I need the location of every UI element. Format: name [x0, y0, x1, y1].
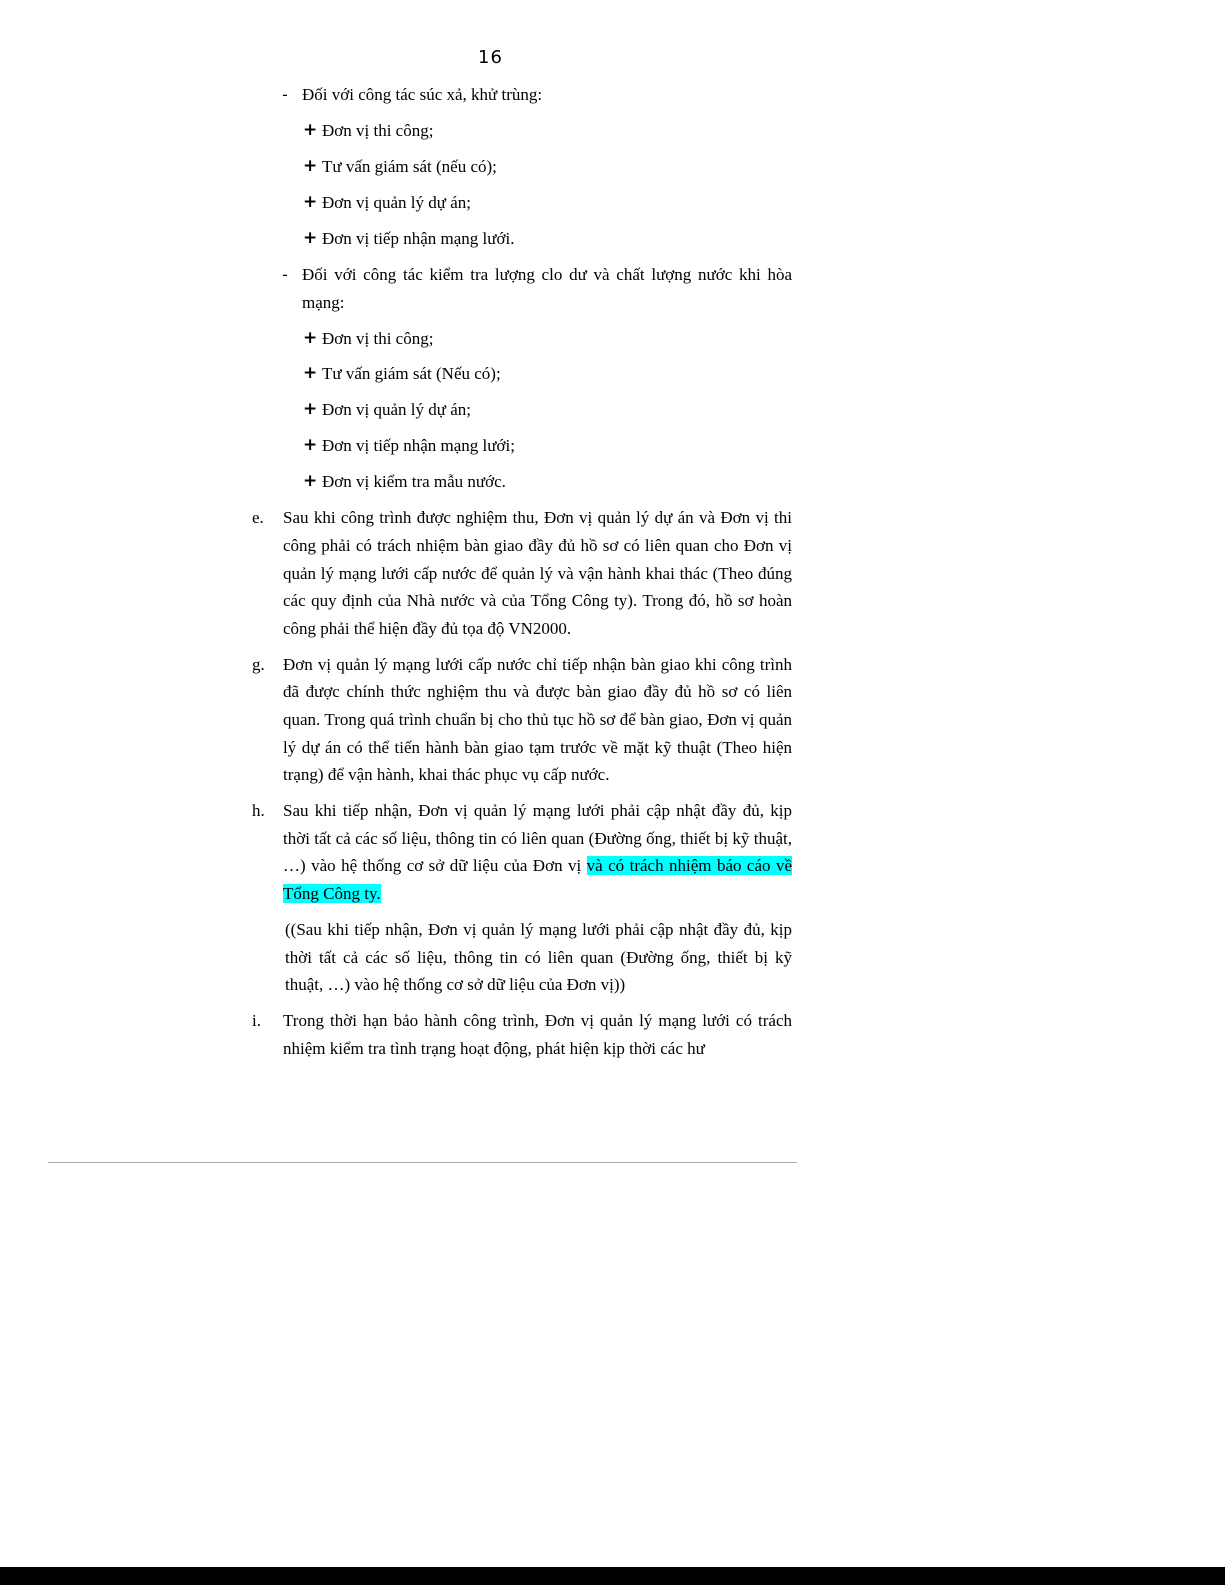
plus-bullet: +: [303, 155, 318, 176]
paragraph-text: Sau khi công trình được nghiệm thu, Đơn vị quản lý dự án và Đơn vị thi công phải có trách nhiệm bàn giao đầy đủ hồ sơ có liên quan cho Đơn vị quản lý mạng lưới cấp nước để quản lý và vận hành khai thác (Theo đúng các quy định của Nhà nước và của Tổng Công ty). Trong đó, hồ sơ hoàn công phải thể hiện đầy đủ tọa độ VN2000.: [283, 508, 792, 638]
list-item: [252, 117, 792, 145]
paragraph-e: [252, 504, 792, 642]
list-item: [252, 396, 792, 424]
section-heading-text: Đối với công tác súc xả, khử trùng:: [302, 85, 543, 104]
list-item: [252, 325, 792, 353]
section-heading-clo: [252, 261, 792, 316]
plus-bullet: +: [303, 399, 318, 420]
plus-bullet: +: [303, 471, 318, 492]
dash-bullet: -: [282, 85, 288, 104]
list-item-text: Đơn vị tiếp nhận mạng lưới;: [322, 436, 515, 456]
paragraph-label: i.: [252, 1011, 261, 1031]
list-item-text: Đơn vị kiểm tra mẫu nước.: [322, 472, 506, 492]
list-item-text: Đơn vị quản lý dự án;: [322, 400, 471, 420]
paragraph-text: Trong thời hạn bảo hành công trình, Đơn vị quản lý mạng lưới có trách nhiệm kiểm tra tình trạng hoạt động, phát hiện kịp thời các hư: [283, 1011, 792, 1058]
plus-bullet: +: [303, 119, 318, 140]
list-item: [252, 189, 792, 217]
list-item-text: Tư vấn giám sát (Nếu có);: [322, 364, 501, 384]
page-divider: [48, 1162, 797, 1163]
plus-bullet: +: [303, 191, 318, 212]
list-item-text: Đơn vị thi công;: [322, 328, 434, 348]
paragraph-text: Đơn vị quản lý mạng lưới cấp nước chỉ tiếp nhận bàn giao khi công trình đã được chính thức nghiệm thu và được bàn giao đầy đủ hồ sơ có liên quan. Trong quá trình chuẩn bị cho thủ tục hồ sơ để bàn giao, Đơn vị quản lý dự án có thể tiến hành bàn giao tạm trước về mặt kỹ thuật (Theo hiện trạng) để vận hành, khai thác phục vụ cấp nước.: [283, 654, 792, 785]
section-heading-sucxa: [252, 81, 792, 109]
list-item-text: Tư vấn giám sát (nếu có);: [322, 156, 497, 176]
plus-bullet: +: [303, 227, 318, 248]
list-item: [252, 360, 792, 388]
list-item: [252, 225, 792, 253]
list-item-text: Đơn vị quản lý dự án;: [322, 192, 471, 212]
section-heading-text: Đối với công tác kiểm tra lượng clo dư và chất lượng nước khi hòa mạng:: [302, 264, 792, 312]
list-item: [252, 153, 792, 181]
page-number: 16: [478, 47, 503, 68]
document-body: [252, 81, 792, 1071]
plus-bullet: +: [303, 327, 318, 348]
list-item: [252, 468, 792, 496]
paragraph-text: Sau khi tiếp nhận, Đơn vị quản lý mạng lưới phải cập nhật đầy đủ, kịp thời tất cả các số liệu, thông tin có liên quan (Đường ống, thiết bị kỹ thuật, …) vào hệ thống cơ sở dữ liệu của Đơn vị: [283, 801, 792, 876]
paragraph-h-note: ((Sau khi tiếp nhận, Đơn vị quản lý mạng lưới phải cập nhật đầy đủ, kịp thời tất cả các số liệu, thông tin có liên quan (Đường ống, thiết bị kỹ thuật, …) vào hệ thống cơ sở dữ liệu của Đơn vị)): [285, 919, 792, 995]
list-item-text: Đơn vị thi công;: [322, 120, 434, 140]
list-item-text: Đơn vị tiếp nhận mạng lưới.: [322, 228, 515, 248]
paragraph-label: h.: [252, 801, 265, 821]
plus-bullet: +: [303, 363, 318, 384]
paragraph-h: [252, 797, 792, 907]
paragraph-g: [252, 651, 792, 789]
highlighted-text: và có trách nhiệm báo cáo về Tổng Công ty.: [283, 856, 792, 903]
paragraph-label: g.: [252, 654, 265, 674]
paragraph-label: e.: [252, 508, 264, 528]
plus-bullet: +: [303, 435, 318, 456]
list-item: [252, 432, 792, 460]
dash-bullet: -: [282, 264, 288, 284]
bottom-bar: [0, 1567, 1225, 1585]
paragraph-i: [252, 1007, 792, 1062]
